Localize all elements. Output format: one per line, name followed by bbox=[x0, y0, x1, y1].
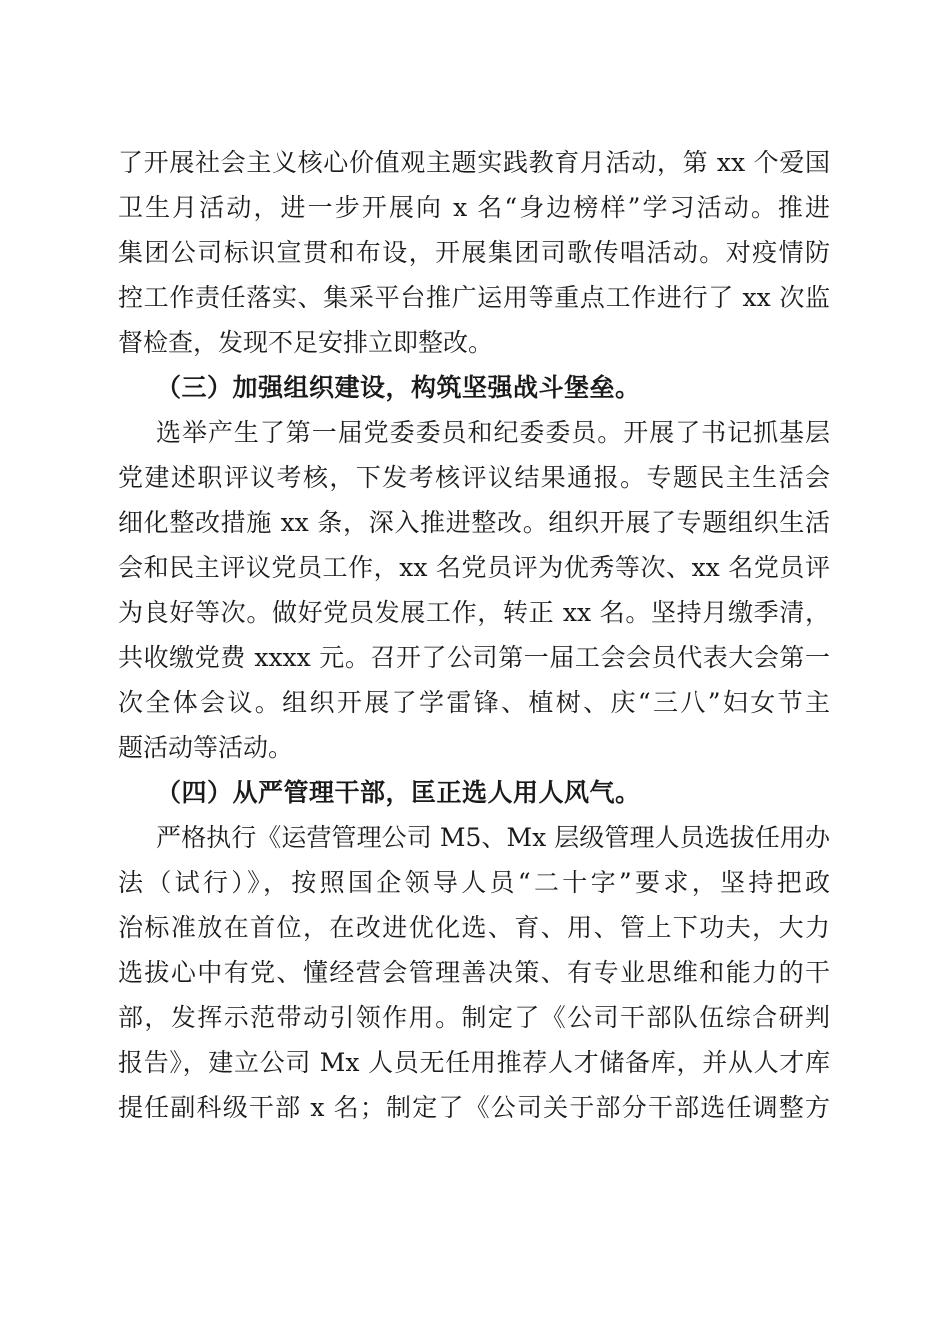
text-line: 督检查，发现不足安排立即整改。 bbox=[118, 328, 494, 357]
text-line: 党建述职评议考核，下发考核评议结果通报。专题民主生活会 bbox=[118, 463, 830, 492]
section-heading-3: （三）加强组织建设，构筑坚强战斗堡垒。 bbox=[156, 373, 641, 402]
text-line: 会和民主评议党员工作，xx 名党员评为优秀等次、xx 名党员评 bbox=[118, 553, 830, 582]
text-line: 治标准放在首位，在改进优化选、育、用、管上下功夫，大力 bbox=[118, 913, 830, 942]
text-line: 提任副科级干部 x 名；制定了《公司关于部分干部选任调整方 bbox=[118, 1093, 830, 1122]
paragraph-cadre-management bbox=[118, 815, 830, 1130]
paragraph-culture-activities bbox=[118, 140, 830, 365]
text-line: 题活动等活动。 bbox=[118, 733, 294, 762]
text-line: 共收缴党费 xxxx 元。召开了公司第一届工会会员代表大会第一 bbox=[118, 643, 830, 672]
text-line: 次全体会议。组织开展了学雷锋、植树、庆“三八”妇女节主 bbox=[118, 688, 830, 717]
text-line: 部，发挥示范带动引领作用。制定了《公司干部队伍综合研判 bbox=[118, 1003, 830, 1032]
text-line: 了开展社会主义核心价值观主题实践教育月活动，第 xx 个爱国 bbox=[118, 148, 830, 177]
text-line: 选拔心中有党、懂经营会管理善决策、有专业思维和能力的干 bbox=[118, 958, 830, 987]
document-body bbox=[118, 140, 830, 1130]
paragraph-organization-building bbox=[118, 410, 830, 770]
text-line: 选举产生了第一届党委委员和纪委委员。开展了书记抓基层 bbox=[156, 418, 830, 447]
text-line: 集团公司标识宣贯和布设，开展集团司歌传唱活动。对疫情防 bbox=[118, 238, 830, 267]
text-line: 控工作责任落实、集采平台推广运用等重点工作进行了 xx 次监 bbox=[118, 283, 830, 312]
text-line: 细化整改措施 xx 条，深入推进整改。组织开展了专题组织生活 bbox=[118, 508, 830, 537]
section-heading-4: （四）从严管理干部，匡正选人用人风气。 bbox=[156, 778, 641, 807]
text-line: 为良好等次。做好党员发展工作，转正 xx 名。坚持月缴季清， bbox=[118, 598, 830, 627]
text-line: 法（试行）》，按照国企领导人员“二十字”要求，坚持把政 bbox=[118, 868, 830, 897]
text-line: 卫生月活动，进一步开展向 x 名“身边榜样”学习活动。推进 bbox=[118, 193, 830, 222]
text-line: 严格执行《运营管理公司 M5、Mx 层级管理人员选拔任用办 bbox=[156, 823, 830, 852]
text-line: 报告》，建立公司 Mx 人员无任用推荐人才储备库，并从人才库 bbox=[118, 1048, 830, 1077]
